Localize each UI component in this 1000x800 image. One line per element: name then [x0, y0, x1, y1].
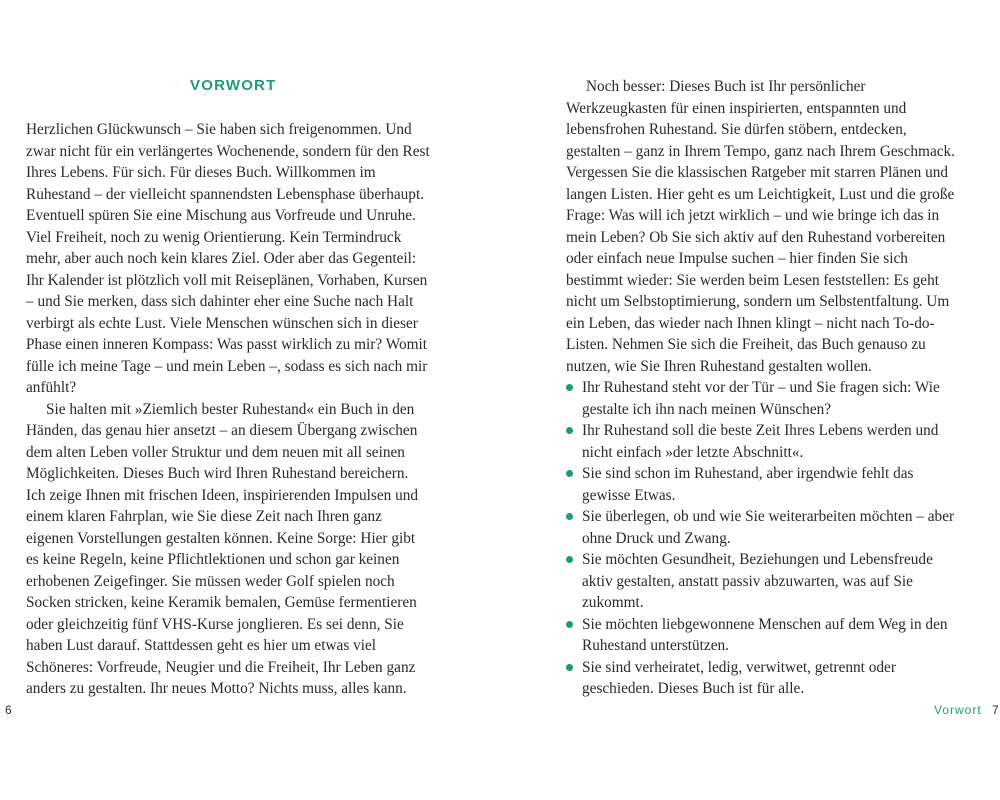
bullet-dot-icon: [566, 384, 573, 391]
bullet-dot-icon: [566, 556, 573, 563]
right-text-column: [566, 76, 960, 700]
list-item: [566, 549, 960, 614]
bullet-dot-icon: [566, 470, 573, 477]
left-text-column: [26, 119, 430, 700]
bullet-dot-icon: [566, 621, 573, 628]
body-paragraph: Herzlichen Glückwunsch – Sie haben sich freigenommen. Und zwar nicht für ein verlängertes Wochenende, sondern für den Rest Ihres Lebens. Für sich. Für dieses Buch. Willkommen im Ruhestand – der vielleicht spannendsten Lebensphase überhaupt. Eventuell spüren Sie eine Mischung aus Vorfreude und Unruhe. Viel Freiheit, noch zu wenig Orientierung. Kein Termindruck mehr, aber auch noch kein klares Ziel. Oder aber das Gegenteil: Ihr Kalender ist plötzlich voll mit Reiseplänen, Vorhaben, Kursen – und Sie merken, dass sich dahinter eher eine Suche nach Halt verbirgt als echte Lust. Viele Menschen wünschen sich in dieser Phase einen inneren Kompass: Was passt wirklich zu mir? Womit fülle ich meine Tage – und mein Leben –, sodass es sich nach mir anfühlt?: [26, 121, 430, 396]
page-number: 6: [5, 703, 12, 717]
list-item: [566, 463, 960, 506]
list-item-text: Ihr Ruhestand soll die beste Zeit Ihres Lebens werden und nicht einfach »der letzte Abschnitt«.: [582, 422, 939, 461]
bullet-list: [566, 377, 960, 700]
running-footer: Vorwort: [934, 703, 982, 717]
list-item: [566, 657, 960, 700]
list-item: [566, 420, 960, 463]
list-item: [566, 377, 960, 420]
bullet-dot-icon: [566, 664, 573, 671]
list-item-text: Ihr Ruhestand steht vor der Tür – und Sie fragen sich: Wie gestalte ich ihn nach meinen Wünschen?: [582, 379, 940, 418]
bullet-dot-icon: [566, 427, 573, 434]
body-paragraph: Sie halten mit »Ziemlich bester Ruhestand« ein Buch in den Händen, das genau hier ansetzt – an diesem Übergang zwischen dem alten Leben voller Struktur und dem neuen mit all seinen Möglichkeiten. Dieses Buch wird Ihren Ruhestand bereichern. Ich zeige Ihnen mit frischen Ideen, inspirierenden Impulsen und einem klaren Fahrplan, wie Sie diese Zeit nach Ihren ganz eigenen Vorstellungen gestalten können. Keine Sorge: Hier gibt es keine Regeln, keine Pflichtlektionen und schon gar keinen erhobenen Zeigefinger. Sie müssen weder Golf spielen noch Socken stricken, keine Keramik bemalen, Gemüse fermentieren oder gleichzeitig fünf VHS-Kurse jonglieren. Es sei denn, Sie haben Lust darauf. Stattdessen geht es hier um etwas viel Schöneres: Vorfreude, Neugier und die Freiheit, Ihr Leben ganz anders zu gestalten. Ihr neues Motto? Nichts muss, alles kann.: [26, 400, 419, 697]
list-item-text: Sie überlegen, ob und wie Sie weiterarbeiten möchten – aber ohne Druck und Zwang.: [582, 508, 955, 547]
list-item-text: Sie möchten liebgewonnene Menschen auf dem Weg in den Ruhestand unterstützen.: [582, 615, 948, 654]
page-number: 7: [992, 703, 999, 717]
chapter-title: VORWORT: [190, 77, 277, 94]
bullet-dot-icon: [566, 513, 573, 520]
list-item-text: Sie sind schon im Ruhestand, aber irgendwie fehlt das gewisse Etwas.: [582, 465, 914, 504]
right-page: [500, 0, 1000, 800]
list-item-text: Sie möchten Gesundheit, Beziehungen und Lebensfreude aktiv gestalten, anstatt passiv abzuwarten, was auf Sie zukommt.: [582, 551, 933, 611]
list-item: [566, 506, 960, 549]
list-item-text: Sie sind verheiratet, ledig, verwitwet, getrennt oder geschieden. Dieses Buch ist für alle.: [582, 658, 896, 697]
body-paragraph: Noch besser: Dieses Buch ist Ihr persönlicher Werkzeugkasten für einen inspirierten, entspannten und lebensfrohen Ruhestand. Sie dürfen stöbern, entdecken, gestalten – ganz in Ihrem Tempo, ganz nach Ihrem Geschmack. Vergessen Sie die klassischen Ratgeber mit starren Plänen und langen Listen. Hier geht es um Leichtigkeit, Lust und die große Frage: Was will ich jetzt wirklich – und wie bringe ich das in mein Leben? Ob Sie sich aktiv auf den Ruhestand vorbereiten oder einfach neue Impulse suchen – hier finden Sie sich bestimmt wieder: Sie werden beim Lesen feststellen: Es geht nicht um Selbstoptimierung, sondern um Selbstentfaltung. Um ein Leben, das wieder nach Ihnen klingt – nicht nach To-do-Listen. Nehmen Sie sich die Freiheit, das Buch genauso zu nutzen, wie Sie Ihren Ruhestand gestalten wollen.: [566, 78, 955, 375]
list-item: [566, 614, 960, 657]
